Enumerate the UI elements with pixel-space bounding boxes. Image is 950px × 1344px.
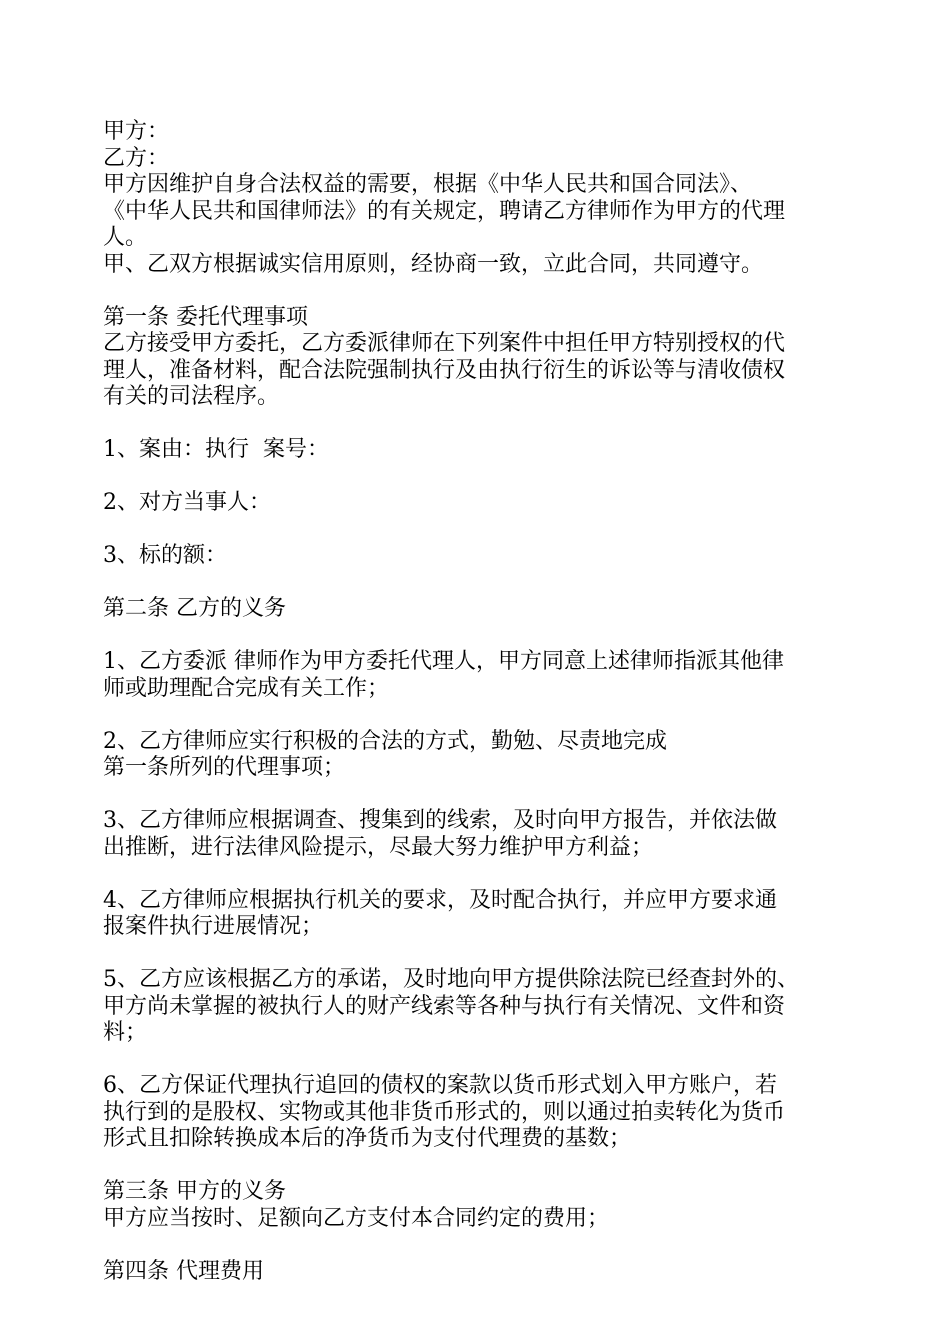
article-1-body-line: 乙方接受甲方委托，乙方委派律师在下列案件中担任甲方特别授权的代 <box>103 331 786 356</box>
contract-document <box>103 119 863 1285</box>
party-b-label: 乙方： <box>103 145 170 171</box>
article-1-body-line: 有关的司法程序。 <box>103 384 280 409</box>
spacer <box>103 1153 863 1180</box>
claim-amount-field: 3、标的额： <box>103 543 227 568</box>
case-cause-field: 1、案由：执行 案号： <box>103 437 329 462</box>
article-2-item-3: 3、乙方律师应根据调查、搜集到的线索，及时向甲方报告，并依法做 <box>103 808 777 833</box>
opposing-party-field: 2、对方当事人： <box>103 490 271 515</box>
article-2-item-6: 6、乙方保证代理执行追回的债权的案款以货币形式划入甲方账户，若 <box>103 1073 777 1098</box>
article-2-title: 第二条 乙方的义务 <box>103 596 286 621</box>
article-2-item-5: 甲方尚未掌握的被执行人的财产线索等各种与执行有关情况、文件和资 <box>103 993 786 1019</box>
spacer <box>103 941 863 968</box>
article-2-item-1: 师或助理配合完成有关工作； <box>103 675 390 701</box>
spacer <box>103 623 863 650</box>
article-3-body: 甲方应当按时、足额向乙方支付本合同约定的费用； <box>103 1205 610 1231</box>
spacer <box>103 278 863 305</box>
article-2-item-4: 报案件执行进展情况； <box>103 914 324 939</box>
spacer <box>103 1232 863 1259</box>
preamble-line: 《中华人民共和国律师法》的有关规定，聘请乙方律师作为甲方的代理 <box>103 198 786 224</box>
article-1-title: 第一条 委托代理事项 <box>103 304 308 330</box>
spacer <box>103 411 863 438</box>
spacer <box>103 517 863 544</box>
article-2-item-5: 料； <box>103 1020 148 1045</box>
article-2-item-1: 1、乙方委派 律师作为甲方委托代理人，甲方同意上述律师指派其他律 <box>103 649 784 674</box>
preamble-line: 甲、乙双方根据诚实信用原则，经协商一致，立此合同，共同遵守。 <box>103 251 764 277</box>
preamble-line: 甲方因维护自身合法权益的需要，根据《中华人民共和国合同法》、 <box>103 172 753 197</box>
article-2-item-6: 形式且扣除转换成本后的净货币为支付代理费的基数； <box>103 1126 632 1151</box>
article-2-item-4: 4、乙方律师应根据执行机关的要求，及时配合执行，并应甲方要求通 <box>103 887 777 913</box>
spacer <box>103 570 863 597</box>
spacer <box>103 1047 863 1074</box>
article-2-item-2: 2、乙方律师应实行积极的合法的方式，勤勉、尽责地完成 <box>103 728 667 754</box>
article-1-body-line: 理人，准备材料，配合法院强制执行及由执行衍生的诉讼等与清收债权 <box>103 357 786 383</box>
article-2-item-5: 5、乙方应该根据乙方的承诺，及时地向甲方提供除法院已经查封外的、 <box>103 967 799 992</box>
spacer <box>103 464 863 491</box>
preamble-line: 人。 <box>103 225 148 250</box>
article-2-item-2: 第一条所列的代理事项； <box>103 755 346 780</box>
spacer <box>103 861 863 888</box>
article-4-title: 第四条 代理费用 <box>103 1258 264 1284</box>
spacer <box>103 782 863 809</box>
article-2-item-6: 执行到的是股权、实物或其他非货币形式的，则以通过拍卖转化为货币 <box>103 1099 786 1125</box>
spacer <box>103 702 863 729</box>
article-2-item-3: 出推断，进行法律风险提示，尽最大努力维护甲方利益； <box>103 834 654 860</box>
article-3-title: 第三条 甲方的义务 <box>103 1179 286 1204</box>
party-a-label: 甲方： <box>103 119 170 144</box>
